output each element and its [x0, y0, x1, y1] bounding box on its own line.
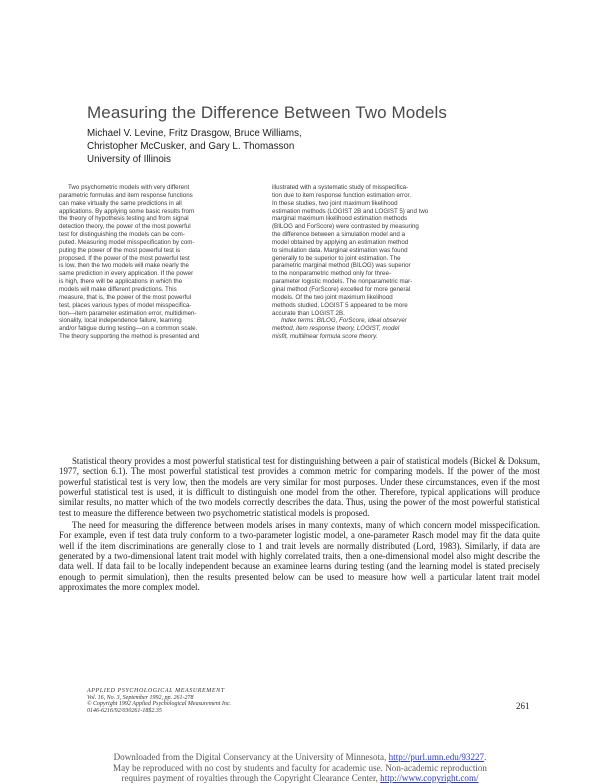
- index-terms-line: Index terms: BILOG, ForScore, ideal observer: [281, 317, 407, 325]
- abstract-line: parameter logistic models. The nonparametric mar-: [272, 278, 413, 286]
- abstract-line: measure, that is, the power of the most powerful: [59, 293, 192, 301]
- abstract-line: is high, there will be applications in which the: [59, 278, 183, 286]
- abstract-line: (BILOG and ForScore) were contrasted by measuring: [272, 223, 419, 231]
- abstract-line: parametric formulas and item response functions: [59, 191, 193, 199]
- abstract-line: proposed. If the power of the most powerful test: [59, 254, 190, 262]
- abstract-line: the theory of hypothesis testing and from signal: [59, 215, 189, 223]
- abstract-line: ginal method (ForScore) excelled for more general: [272, 285, 411, 293]
- abstract-line: sionality, local independence failure, learning: [59, 317, 182, 325]
- body-text: [59, 456, 540, 592]
- copyright-link[interactable]: http://www.copyright.com/: [380, 773, 479, 784]
- index-terms-line: misfit, multilinear formula score theory.: [272, 333, 378, 341]
- journal-name: APPLIED PSYCHOLOGICAL MEASUREMENT: [87, 688, 225, 694]
- abstract-line: Two psychometric models with very different: [68, 184, 190, 191]
- page-number: 261: [516, 701, 530, 711]
- abstract-line: accurate than LOGIST 2B.: [272, 309, 345, 317]
- abstract-line: generally to be superior to joint estimation. The: [272, 254, 401, 262]
- paper-title: Measuring the Difference Between Two Models: [87, 103, 447, 122]
- abstract-line: models will make different predictions. This: [59, 285, 177, 293]
- footer-text: requires payment of royalties through the Copyright Clearance Center,: [121, 773, 381, 784]
- journal-copyright: © Copyright 1992 Applied Psychological Measurement Inc.: [87, 701, 232, 708]
- journal-info: [87, 688, 231, 715]
- author-line: Christopher McCusker, and Gary L. Thomasson: [87, 140, 295, 152]
- body-paragraph: Statistical theory provides a most powerful statistical test for distinguishing between a pair of statistical models (Bickel & Doksum, 1977, section 6.1). The most powerful statistical test provides a common metric for comparing models. If the power of the most powerful statistical test is very low, then the models are very similar for most purposes. Under these circumstances, even if the most powerful statistical test is used, it is difficult to distinguish one model from the other. Therefore, typical applications will produce similar results, no matter which of the two models correctly describes the data. Thus, using the power of the most powerful statistical test to measure the difference between two psychometric statistical models is proposed.: [59, 456, 540, 518]
- abstract-line: to simulation data. Marginal estimation was found: [272, 246, 408, 254]
- abstract-line: tion due to item response function estimation error.: [272, 191, 411, 199]
- abstract-line: puted. Measuring model misspecification by com-: [59, 238, 195, 246]
- affiliation: University of Illinois: [87, 153, 171, 165]
- abstract-left-column: [59, 184, 266, 341]
- abstract-line: estimation methods (LOGIST 2B and LOGIST 5) and two: [272, 207, 429, 215]
- download-footer: [0, 752, 600, 784]
- author-line: Michael V. Levine, Fritz Drasgow, Bruce Williams,: [87, 128, 302, 139]
- abstract-line: can make virtually the same predictions in all: [59, 199, 182, 207]
- abstract-line: illustrated with a systematic study of misspecifica-: [272, 184, 409, 191]
- footer-text: Downloaded from the Digital Conservancy at the University of Minnesota,: [113, 752, 389, 762]
- abstract-line: same prediction in every application. If the power: [59, 270, 194, 278]
- author-block: [87, 128, 302, 166]
- conservancy-link[interactable]: http://purl.umn.edu/93227: [388, 752, 485, 762]
- abstract-line: is low, then the two models will make nearly the: [59, 262, 189, 270]
- abstract-line: and/or fatigue during testing—on a common scale.: [59, 325, 198, 333]
- footer-text: .: [484, 752, 487, 762]
- body-paragraph: The need for measuring the difference between models arises in many contexts, many of which concern model misspecification. For example, even if test data truly conform to a two-parameter logistic model, a one-parameter Rasch model may fit the data quite well if the item discriminations are generally close to 1 and trait levels are normally distributed (Lord, 1983). Similarly, if data are generated by a two-dimensional latent trait model with highly correlated traits, then a one-dimensional model also might describe the data well. If data fail to be locally independent because an examinee learns during testing (and the learning model is stated precisely enough to permit simulation), then the results presented below can be used to measure how well a particular latent trait model approximates the more complex model.: [59, 520, 540, 593]
- footer-line-2: May be reproduced with no cost by students and faculty for academic use. Non-academic reproduction: [113, 762, 487, 773]
- abstract-right-column: [272, 184, 479, 341]
- abstract-line: models. Of the two joint maximum likelihood: [272, 293, 393, 301]
- abstract-line: the difference between a simulation model and a: [272, 231, 406, 239]
- abstract-line: test, places various types of model misspecifica-: [59, 301, 192, 309]
- journal-code: 0146-6216/92/030261-18$2.35: [87, 708, 162, 715]
- abstract-line: The theory supporting the method is presented and: [59, 333, 200, 341]
- abstract-line: tion—item parameter estimation error, multidimen-: [59, 309, 197, 317]
- abstract-line: methods studied, LOGIST 5 appeared to be more: [272, 301, 408, 309]
- abstract-line: applications. By applying some basic results from: [59, 207, 195, 215]
- abstract-line: model obtained by applying an estimation method: [272, 238, 409, 246]
- index-terms-line: method, item response theory, LOGIST, model: [272, 325, 400, 333]
- footer-line-1: [0, 752, 600, 763]
- abstract-line: test for distinguishing the models can be com-: [59, 231, 185, 239]
- abstract-line: detection theory, the power of the most powerful: [59, 223, 191, 231]
- abstract-line: to the nonparametric method only for three-: [272, 270, 392, 278]
- abstract-line: parametric marginal method (BILOG) was superior: [272, 262, 411, 270]
- footer-line-3: [0, 773, 600, 784]
- abstract-line: marginal maximum likelihood estimation methods: [272, 215, 408, 223]
- abstract-line: In these studies, two joint maximum likelihood: [272, 199, 398, 207]
- abstract-line: puting the power of the most powerful test is: [59, 246, 181, 254]
- journal-issue: Vol. 16, No. 3, September 1992, pp. 261-278: [87, 694, 194, 701]
